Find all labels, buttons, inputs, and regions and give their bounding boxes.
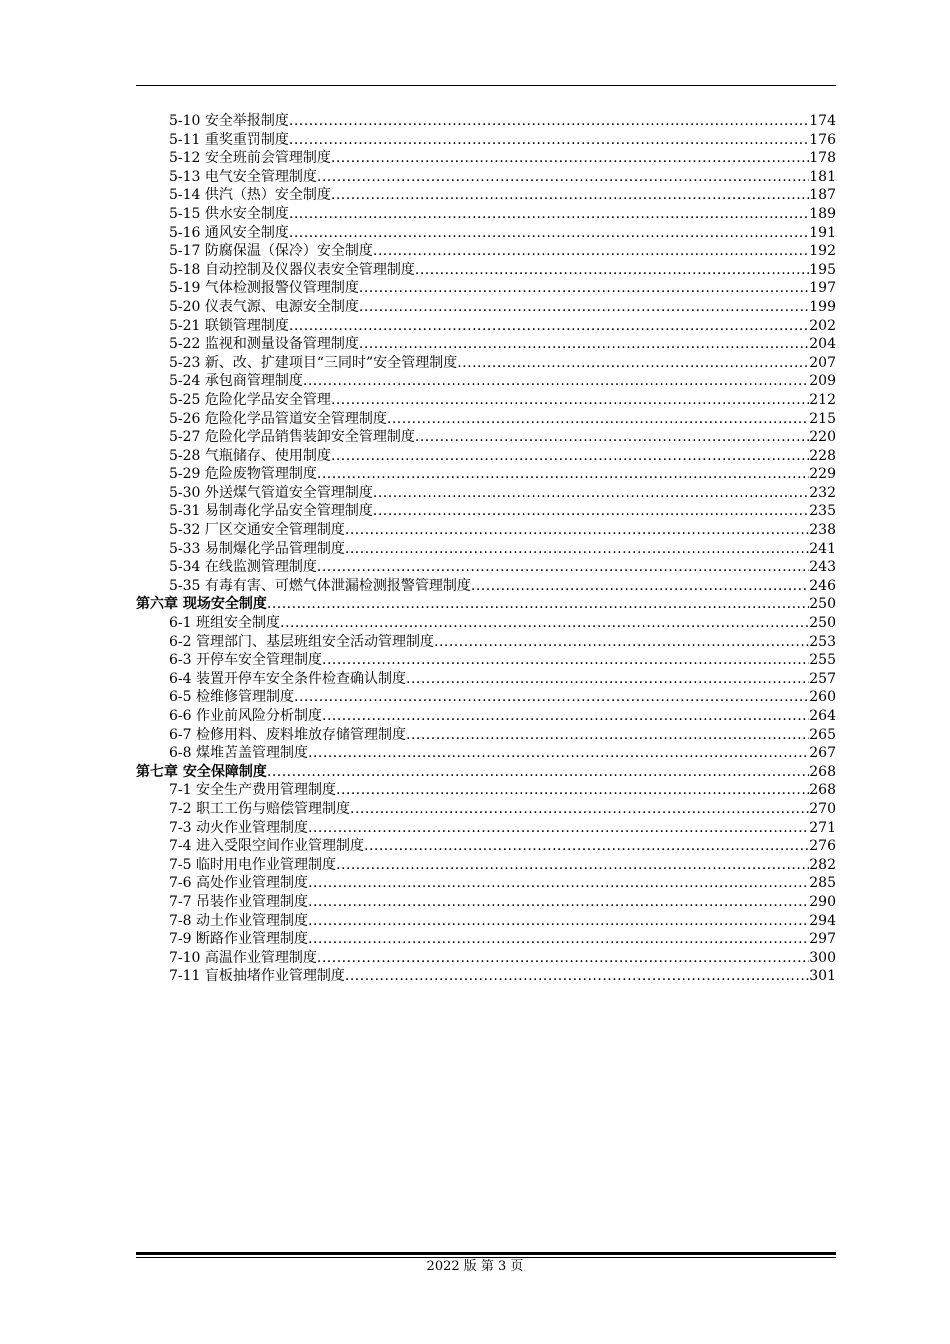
toc-entry[interactable] bbox=[136, 279, 836, 298]
toc-leader-dots bbox=[364, 837, 809, 856]
toc-entry-title: 6-1 班组安全制度 bbox=[169, 615, 280, 632]
toc-entry-page: 267 bbox=[809, 745, 836, 762]
toc-entry-title: 5-18 自动控制及仪器仪表安全管理制度 bbox=[169, 261, 415, 278]
toc-entry-page: 229 bbox=[809, 466, 836, 483]
toc-entry-page: 215 bbox=[809, 410, 836, 427]
toc-entry-page: 202 bbox=[809, 317, 836, 334]
toc-entry[interactable] bbox=[136, 930, 836, 949]
toc-entry[interactable] bbox=[136, 949, 836, 968]
toc-entry[interactable] bbox=[136, 577, 836, 596]
toc-entry-title: 5-20 仪表气源、电源安全制度 bbox=[169, 298, 359, 315]
toc-entry-page: 260 bbox=[809, 689, 836, 706]
toc-entry[interactable] bbox=[136, 651, 836, 670]
toc-entry-title: 5-24 承包商管理制度 bbox=[169, 373, 303, 390]
toc-entry-page: 187 bbox=[809, 187, 836, 204]
toc-entry-page: 235 bbox=[809, 503, 836, 520]
toc-entry[interactable] bbox=[136, 447, 836, 466]
toc-entry-page: 212 bbox=[809, 391, 836, 408]
toc-entry-page: 276 bbox=[809, 838, 836, 855]
toc-entry-title: 7-1 安全生产费用管理制度 bbox=[169, 782, 336, 799]
toc-entry-page: 246 bbox=[809, 577, 836, 594]
toc-leader-dots bbox=[373, 242, 809, 261]
toc-entry-title: 7-6 高处作业管理制度 bbox=[169, 875, 308, 892]
toc-entry-title: 7-7 吊装作业管理制度 bbox=[169, 893, 308, 910]
toc-leader-dots bbox=[308, 930, 809, 949]
toc-entry[interactable] bbox=[136, 502, 836, 521]
toc-leader-dots bbox=[317, 465, 809, 484]
toc-leader-dots bbox=[308, 874, 809, 893]
toc-entry[interactable] bbox=[136, 149, 836, 168]
toc-leader-dots bbox=[267, 595, 809, 614]
toc-entry-title: 6-8 煤堆苫盖管理制度 bbox=[169, 745, 308, 762]
toc-leader-dots bbox=[267, 763, 809, 782]
toc-entry-title: 7-11 盲板抽堵作业管理制度 bbox=[169, 968, 345, 985]
toc-leader-dots bbox=[406, 670, 809, 689]
toc-entry[interactable] bbox=[136, 168, 836, 187]
page-footer: 2022 版 第 3 页 bbox=[426, 1259, 524, 1274]
toc-leader-dots bbox=[294, 688, 809, 707]
toc-leader-dots bbox=[289, 224, 809, 243]
toc-entry-title: 5-19 气体检测报警仪管理制度 bbox=[169, 280, 359, 297]
toc-leader-dots bbox=[289, 205, 809, 224]
toc-leader-dots bbox=[336, 856, 809, 875]
toc-leader-dots bbox=[289, 131, 809, 150]
toc-leader-dots bbox=[336, 781, 809, 800]
toc-entry-page: 282 bbox=[809, 856, 836, 873]
toc-leader-dots bbox=[331, 149, 809, 168]
toc-leader-dots bbox=[345, 540, 809, 559]
toc-entry-title: 5-12 安全班前会管理制度 bbox=[169, 150, 331, 167]
toc-entry[interactable] bbox=[136, 205, 836, 224]
toc-entry-title: 5-33 易制爆化学品管理制度 bbox=[169, 540, 345, 557]
toc-entry[interactable] bbox=[136, 670, 836, 689]
toc-entry-title: 5-16 通风安全制度 bbox=[169, 224, 289, 241]
toc-leader-dots bbox=[308, 744, 809, 763]
toc-entry-page: 209 bbox=[809, 373, 836, 390]
toc-entry-page: 178 bbox=[809, 150, 836, 167]
toc-leader-dots bbox=[359, 298, 809, 317]
toc-leader-dots bbox=[359, 335, 809, 354]
toc-entry[interactable] bbox=[136, 633, 836, 652]
toc-entry[interactable] bbox=[136, 261, 836, 280]
toc-entry-title: 5-14 供汽（热）安全制度 bbox=[169, 187, 331, 204]
toc-leader-dots bbox=[308, 819, 809, 838]
toc-entry[interactable] bbox=[136, 428, 836, 447]
toc-entry[interactable] bbox=[136, 856, 836, 875]
toc-entry[interactable] bbox=[136, 912, 836, 931]
footer-rule-thick bbox=[136, 1252, 836, 1255]
toc-entry-page: 250 bbox=[809, 615, 836, 632]
toc-entry-page: 197 bbox=[809, 280, 836, 297]
toc-entry-title: 5-34 在线监测管理制度 bbox=[169, 559, 317, 576]
toc-entry-title: 6-2 管理部门、基层班组安全活动管理制度 bbox=[169, 633, 434, 650]
toc-entry[interactable] bbox=[136, 186, 836, 205]
toc-entry-title: 第七章 安全保障制度 bbox=[136, 763, 267, 780]
toc-entry-title: 5-35 有毒有害、可燃气体泄漏检测报警管理制度 bbox=[169, 577, 471, 594]
toc-entry-title: 6-6 作业前风险分析制度 bbox=[169, 708, 322, 724]
toc-chapter-entry[interactable] bbox=[136, 595, 836, 614]
toc-leader-dots bbox=[406, 726, 809, 745]
toc-entry[interactable] bbox=[136, 744, 836, 763]
toc-entry-title: 5-15 供水安全制度 bbox=[169, 205, 289, 222]
toc-leader-dots bbox=[471, 577, 809, 596]
toc-leader-dots bbox=[373, 502, 809, 521]
toc-leader-dots bbox=[289, 112, 809, 131]
toc-leader-dots bbox=[331, 447, 809, 466]
toc-entry[interactable] bbox=[136, 707, 836, 726]
toc-entry[interactable] bbox=[136, 614, 836, 633]
toc-leader-dots bbox=[350, 800, 809, 819]
toc-leader-dots bbox=[289, 317, 809, 336]
toc-entry[interactable] bbox=[136, 317, 836, 336]
toc-entry-page: 294 bbox=[809, 912, 836, 929]
toc-leader-dots bbox=[308, 912, 809, 931]
toc-entry-title: 5-17 防腐保温（保冷）安全制度 bbox=[169, 243, 373, 260]
toc-entry-page: 265 bbox=[809, 726, 836, 743]
toc-entry-title: 7-9 断路作业管理制度 bbox=[169, 931, 308, 948]
toc-entry-page: 241 bbox=[809, 540, 836, 557]
toc-entry-title: 5-22 监视和测量设备管理制度 bbox=[169, 336, 359, 353]
toc-leader-dots bbox=[359, 279, 809, 298]
toc-leader-dots bbox=[331, 391, 809, 410]
toc-entry-page: 257 bbox=[809, 670, 836, 687]
toc-leader-dots bbox=[415, 261, 809, 280]
toc-leader-dots bbox=[434, 633, 809, 652]
toc-entry[interactable] bbox=[136, 967, 836, 986]
toc-entry-title: 7-4 进入受限空间作业管理制度 bbox=[169, 838, 364, 855]
toc-entry[interactable] bbox=[136, 819, 836, 838]
toc-entry-title: 5-29 危险废物管理制度 bbox=[169, 466, 317, 483]
toc-entry-page: 176 bbox=[809, 131, 836, 148]
toc-entry-title: 第六章 现场安全制度 bbox=[136, 596, 267, 613]
toc-entry-title: 5-28 气瓶储存、使用制度 bbox=[169, 447, 331, 464]
toc-leader-dots bbox=[280, 614, 809, 633]
toc-entry-title: 5-11 重奖重罚制度 bbox=[169, 131, 289, 148]
toc-entry-page: 255 bbox=[809, 652, 836, 669]
toc-entry[interactable] bbox=[136, 410, 836, 429]
toc-leader-dots bbox=[345, 521, 809, 540]
toc-entry[interactable] bbox=[136, 726, 836, 745]
toc-leader-dots bbox=[303, 372, 809, 391]
toc-entry-page: 195 bbox=[809, 261, 836, 278]
toc-entry-title: 6-7 检修用料、废料堆放存储管理制度 bbox=[169, 726, 406, 743]
toc-entry-title: 5-27 危险化学品销售装卸安全管理制度 bbox=[169, 429, 415, 446]
toc-entry[interactable] bbox=[136, 298, 836, 317]
toc-entry[interactable] bbox=[136, 874, 836, 893]
toc-entry-page: 174 bbox=[809, 113, 836, 129]
header-rule bbox=[136, 85, 836, 86]
toc-entry-page: 285 bbox=[809, 875, 836, 892]
toc-entry[interactable] bbox=[136, 354, 836, 373]
toc-leader-dots bbox=[317, 168, 809, 187]
toc-entry-title: 5-21 联锁管理制度 bbox=[169, 317, 289, 334]
toc-entry[interactable] bbox=[136, 484, 836, 503]
toc-entry[interactable] bbox=[136, 224, 836, 243]
toc-entry-page: 264 bbox=[809, 708, 836, 724]
toc-entry[interactable] bbox=[136, 242, 836, 261]
toc-entry-page: 268 bbox=[809, 782, 836, 799]
toc-entry[interactable] bbox=[136, 781, 836, 800]
toc-entry-page: 192 bbox=[809, 243, 836, 260]
toc-entry-title: 5-32 厂区交通安全管理制度 bbox=[169, 522, 345, 539]
toc-entry-title: 7-2 职工工伤与赔偿管理制度 bbox=[169, 800, 350, 817]
toc-entry-page: 290 bbox=[809, 893, 836, 910]
toc-entry-title: 5-30 外送煤气管道安全管理制度 bbox=[169, 484, 373, 501]
toc-leader-dots bbox=[415, 428, 809, 447]
toc-entry-page: 271 bbox=[809, 819, 836, 836]
toc-entry-page: 232 bbox=[809, 484, 836, 501]
toc-entry-page: 250 bbox=[809, 596, 836, 613]
toc-entry[interactable] bbox=[136, 391, 836, 410]
toc-leader-dots bbox=[317, 558, 809, 577]
toc-entry-page: 181 bbox=[809, 168, 836, 185]
toc-entry-page: 189 bbox=[809, 205, 836, 222]
toc-entry-page: 300 bbox=[809, 949, 836, 966]
toc-entry-page: 204 bbox=[809, 336, 836, 353]
toc-entry[interactable] bbox=[136, 558, 836, 577]
toc-entry-title: 5-23 新、改、扩建项目“三同时”安全管理制度 bbox=[169, 354, 458, 371]
toc-leader-dots bbox=[457, 354, 809, 373]
toc-entry[interactable] bbox=[136, 372, 836, 391]
toc-entry-page: 243 bbox=[809, 559, 836, 576]
toc-entry[interactable] bbox=[136, 521, 836, 540]
toc-entry-page: 238 bbox=[809, 522, 836, 539]
toc-entry-title: 6-4 装置开停车安全条件检查确认制度 bbox=[169, 670, 406, 687]
table-of-contents bbox=[136, 112, 836, 986]
toc-entry[interactable] bbox=[136, 465, 836, 484]
toc-entry-title: 7-3 动火作业管理制度 bbox=[169, 819, 308, 836]
toc-entry-page: 191 bbox=[809, 224, 836, 241]
toc-entry[interactable] bbox=[136, 688, 836, 707]
toc-leader-dots bbox=[373, 484, 809, 503]
toc-entry-title: 5-10 安全举报制度 bbox=[169, 113, 289, 129]
toc-leader-dots bbox=[322, 707, 809, 726]
toc-leader-dots bbox=[387, 410, 809, 429]
toc-entry-title: 5-26 危险化学品管道安全管理制度 bbox=[169, 410, 387, 427]
toc-leader-dots bbox=[317, 949, 809, 968]
toc-entry-page: 220 bbox=[809, 429, 836, 446]
toc-chapter-entry[interactable] bbox=[136, 763, 836, 782]
toc-entry-page: 301 bbox=[809, 968, 836, 985]
toc-entry-page: 207 bbox=[809, 354, 836, 371]
toc-entry[interactable] bbox=[136, 800, 836, 819]
toc-leader-dots bbox=[322, 651, 809, 670]
toc-entry[interactable] bbox=[136, 335, 836, 354]
toc-leader-dots bbox=[345, 967, 809, 986]
toc-entry-page: 199 bbox=[809, 298, 836, 315]
toc-entry[interactable] bbox=[136, 893, 836, 912]
toc-entry[interactable] bbox=[136, 131, 836, 150]
toc-entry-page: 268 bbox=[809, 763, 836, 780]
toc-entry-page: 270 bbox=[809, 800, 836, 817]
toc-entry-title: 7-8 动土作业管理制度 bbox=[169, 912, 308, 929]
toc-leader-dots bbox=[308, 893, 809, 912]
toc-entry-title: 7-5 临时用电作业管理制度 bbox=[169, 856, 336, 873]
toc-entry[interactable] bbox=[136, 837, 836, 856]
toc-entry[interactable] bbox=[136, 112, 836, 131]
toc-entry-title: 6-5 检维修管理制度 bbox=[169, 689, 294, 706]
toc-entry-title: 5-25 危险化学品安全管理 bbox=[169, 391, 331, 408]
toc-entry[interactable] bbox=[136, 540, 836, 559]
toc-entry-title: 6-3 开停车安全管理制度 bbox=[169, 652, 322, 669]
toc-entry-title: 7-10 高温作业管理制度 bbox=[169, 949, 317, 966]
toc-entry-title: 5-13 电气安全管理制度 bbox=[169, 168, 317, 185]
toc-leader-dots bbox=[331, 186, 809, 205]
toc-entry-title: 5-31 易制毒化学品安全管理制度 bbox=[169, 503, 373, 520]
toc-entry-page: 228 bbox=[809, 447, 836, 464]
toc-entry-page: 253 bbox=[809, 633, 836, 650]
toc-entry-page: 297 bbox=[809, 931, 836, 948]
